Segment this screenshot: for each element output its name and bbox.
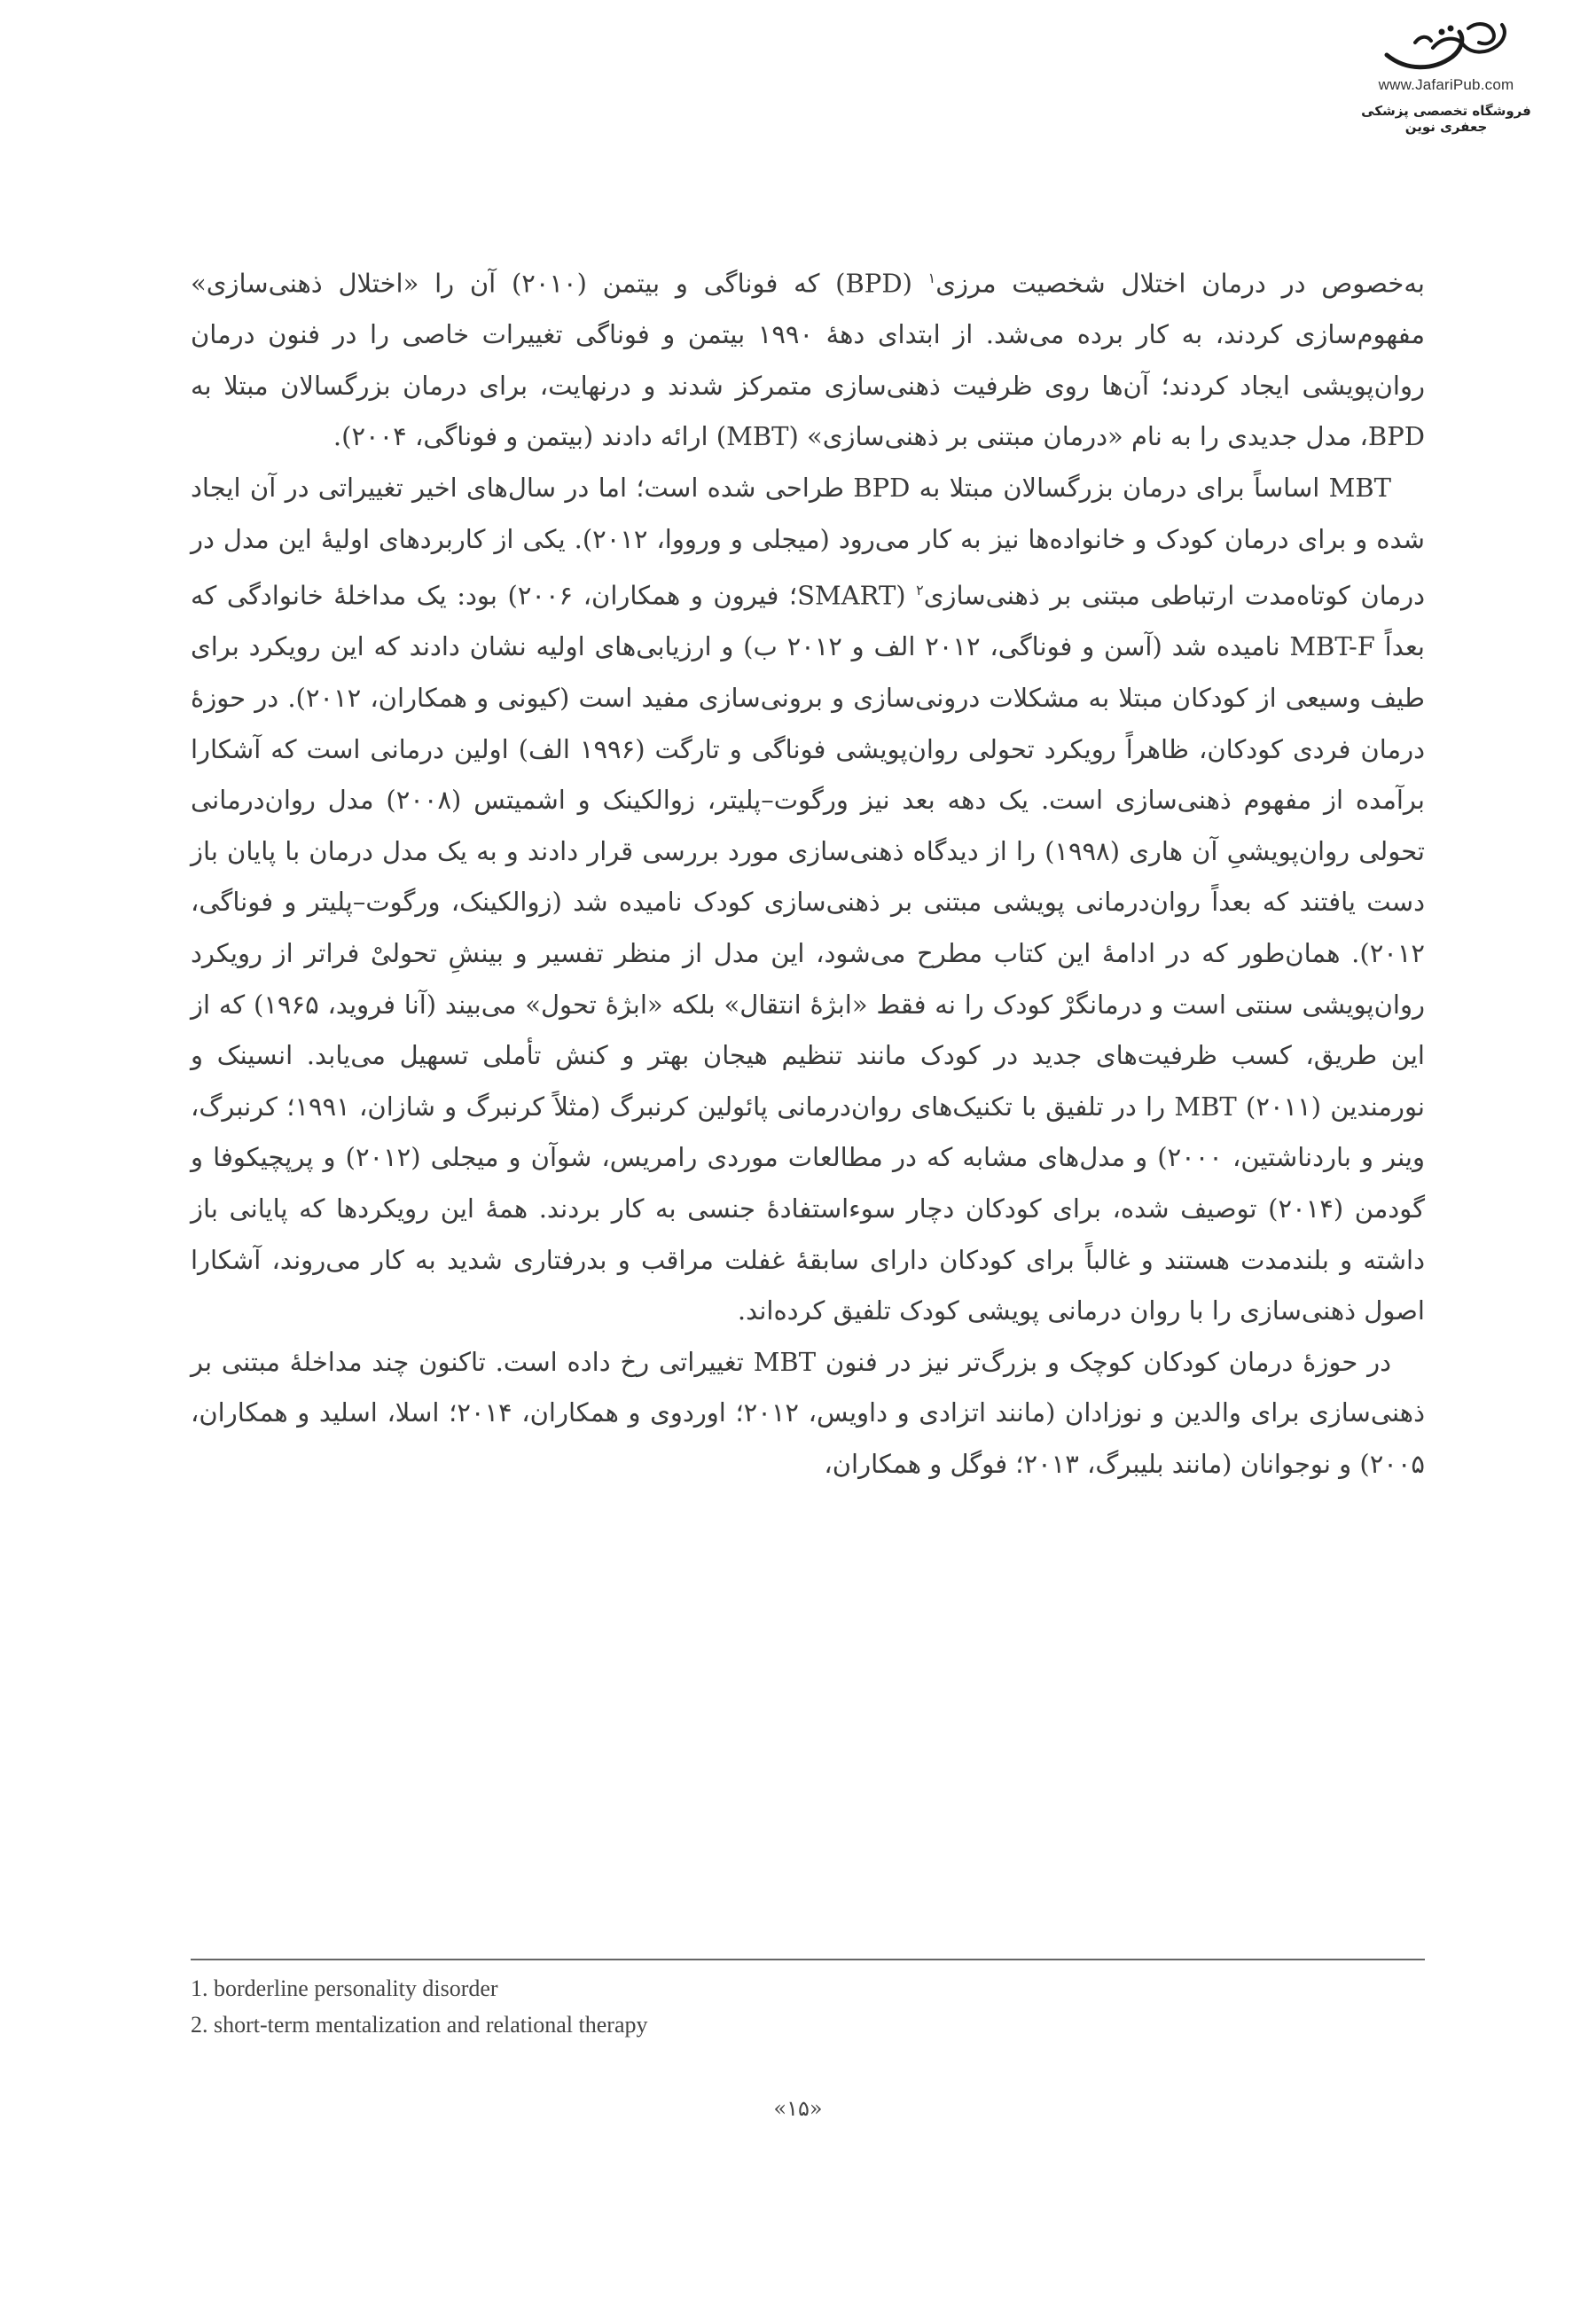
footnote: 1. borderline personality disorder [191, 1975, 498, 2001]
paragraph-text: (SMART؛ فیرون و همکاران، ۲۰۰۶) بود: یک مداخلۀ خانوادگی که بعداً MBT-F نامیده شد (آسن و فوناگی، ۲۰۱۲ الف و ۲۰۱۲ ب) و ارزیابی‌های اولیه نشان دادند که این رویکرد برای طیف وسیعی از کودکان مبتلا به مشکلات درونی‌سازی و برونی‌سازی مفید است (کیونی و همکاران، ۲۰۱۲). در حوزۀ درمان فردی کودکان، ظاهراً رویکرد تحولی روان‌پویشی فوناگی و تارگت (۱۹۹۶ الف) اولین درمانی است که آشکارا برآمده از مفهوم ذهنی‌سازی است. یک دهه بعد نیز ورگوت–پلیتر، زوالکینک و اشمیتس (۲۰۰۸) مدل روان‌درمانی تحولی روان‌پویشیِ آن هاری (۱۹۹۸) را از دیدگاه ذهنی‌سازی مورد بررسی قرار دادند و به یک مدل درمان با پایان باز دست یافتند که بعداً روان‌درمانی پویشی مبتنی بر ذهنی‌سازی کودک نامیده شد (زوالکینک، ورگوت–پلیتر و فوناگی، ۲۰۱۲). همان‌طور که در ادامۀ این کتاب مطرح می‌شود، این مدل از منظر تفسیر و بینشِ تحولیْ فراتر از رویکرد روان‌پویشی سنتی است و درمانگرْ کودک را نه فقط «ابژۀ انتقال» بلکه «ابژۀ تحول» می‌بیند (آنا فروید، ۱۹۶۵) که از این طریق، کسب ظرفیت‌های جدید در کودک مانند تنظیم هیجان بهتر و کنش تأملی تسهیل می‌یابد. انسینک و نورمندین (۲۰۱۱) MBT را در تلفیق با تکنیک‌های روان‌درمانی پائولین کرنبرگ (مثلاً کرنبرگ و شازان، ۱۹۹۱؛ کرنبرگ، وینر و باردناشتین، ۲۰۰۰) و مدل‌های مشابه که در مطالعات موردی رامریس، شوآن و میجلی (۲۰۱۲) و پرپچیکوفا و گودمن (۲۰۱۴) توصیف شده، برای کودکان دچار سوءاستفادۀ جنسی به کار بردند. همۀ این رویکردها که پایانی باز داشته و بلندمدت هستند و غالباً برای کودکان دارای سابقۀ غفلت مراقب و بدرفتاری شدید به کار می‌روند، آشکارا اصول ذهنی‌سازی را با روان درمانی پویشی کودک تلفیق کرده‌اند. [191, 580, 1426, 1326]
paragraph-text: در حوزۀ درمان کودکان کوچک و بزرگ‌تر نیز در فنون MBT تغییراتی رخ داده است. تاکنون چند مداخلۀ مبتنی بر ذهنی‌سازی برای والدین و نوزادان (مانند اتزادی و داویس، ۲۰۱۲؛ اوردوی و همکاران، ۲۰۱۴؛ اسلا، اسلید و همکاران، ۲۰۰۵) و نوجوانان (مانند بلیبرگ، ۲۰۱۳؛ فوگل و همکاران، [191, 1346, 1425, 1479]
page-number: «۱۵» [773, 2096, 823, 2121]
paragraph-text: MBT اساساً برای درمان بزرگسالان مبتلا به BPD طراحی شده است؛ اما در سال‌های اخیر تغییراتی در آن ایجاد شده و برای درمان کودک و خانواده‌ها نیز به کار می‌رود (میجلی و ورووا، ۲۰۱۲). یکی از کاربردهای اولیۀ این مدل در درمان کوتاه‌مدت ارتباطی مبتنی بر ذهنی‌سازی [191, 473, 1425, 611]
paragraph-text: (BPD) که فوناگی و بیتمن (۲۰۱۰) آن را «اختلال ذهنی‌سازی» مفهوم‌سازی کردند، به کار برده می‌شد. از ابتدای دهۀ ۱۹۹۰ بیتمن و فوناگی تغییرات خاصی را در فنون درمان روان‌پویشی ایجاد کردند؛ آن‌ها روی ظرفیت ذهنی‌سازی متمرکز شدند و درنهایت، برای درمان بزرگسالان مبتلا به BPD، مدل جدیدی را به نام «درمان مبتنی بر ذهنی‌سازی» (MBT) ارائه دادند (بیتمن و فوناگی، ۲۰۰۴). [191, 268, 1425, 452]
footnotes [191, 1970, 1425, 2043]
publisher-shop-name: فروشگاه تخصصی پزشکی جعفری نوین [1361, 103, 1531, 135]
paragraph-text: به‌خصوص در درمان اختلال شخصیت مرزی [935, 268, 1425, 299]
publisher-logo [1344, 20, 1548, 135]
page-body [191, 253, 1425, 1490]
footnote-divider [191, 1959, 1425, 1960]
footnote: 2. short-term mentalization and relational therapy [191, 2012, 648, 2038]
publisher-url[interactable]: www.JafariPub.com [1378, 76, 1514, 93]
footnote-ref: ۲ [916, 582, 924, 599]
jafari-calligraphy-logo-icon [1380, 20, 1513, 74]
paragraph [191, 1337, 1425, 1490]
paragraph [191, 253, 1425, 463]
footnote-ref: ۱ [927, 270, 936, 286]
paragraph [191, 463, 1425, 1337]
